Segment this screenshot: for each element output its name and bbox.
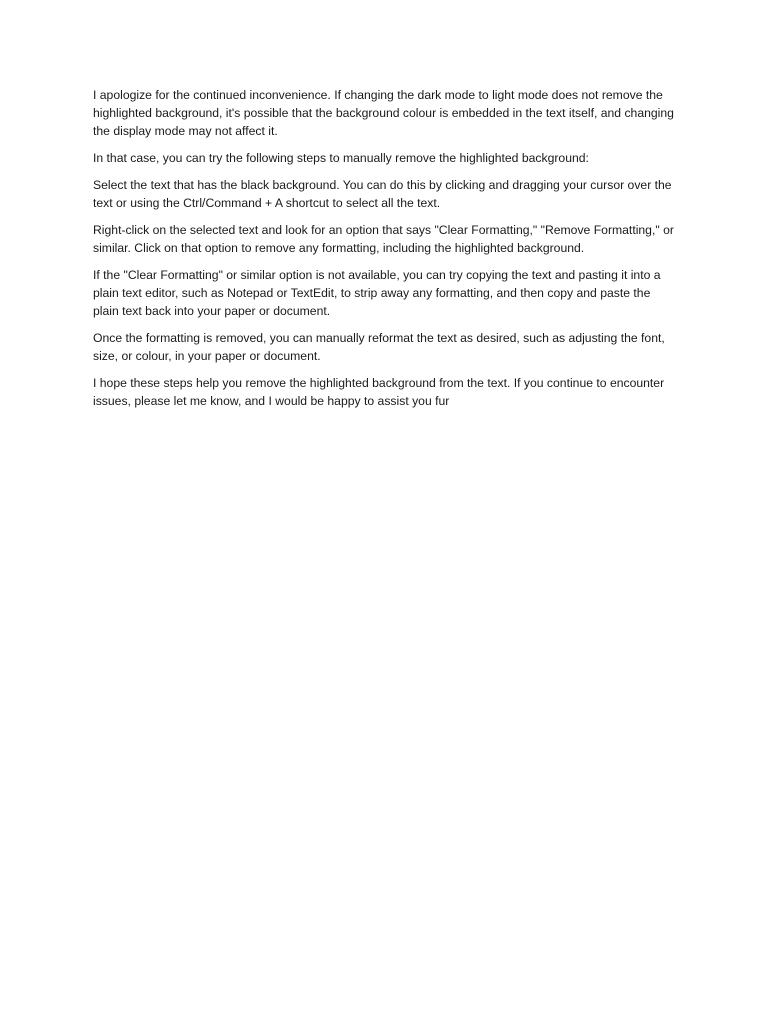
paragraph-steps-lead: In that case, you can try the following steps to manually remove the highlighted background: [93, 150, 589, 165]
paragraph-step-clear-formatting: Right-click on the selected text and look for an option that says "Clear Formatting," "Remove Formatting," or similar. Click on that option to remove any formatting, including the highlighted background. [93, 223, 674, 256]
paragraph-step-select: Select the text that has the black background. You can do this by clicking and dragging your cursor over the text or using the Ctrl/Command + A shortcut to select all the text. [93, 178, 672, 210]
paragraph-closing: I hope these steps help you remove the highlighted background from the text. If you continue to encounter issues, please let me know, and I would be happy to assist you fur [93, 376, 665, 409]
document-body [93, 87, 677, 420]
paragraph-intro: I apologize for the continued inconvenience. If changing the dark mode to light mode does not remove the highlighted background, it's possible that the background colour is embedded in the text itself, and changing the display mode may not affect it. [93, 88, 674, 138]
paragraph-step-plain-text: If the "Clear Formatting" or similar option is not available, you can try copying the text and pasting it into a plain text editor, such as Notepad or TextEdit, to strip away any formatting, and then copy and paste the plain text back into your paper or document. [93, 268, 661, 318]
paragraph-step-reformat: Once the formatting is removed, you can manually reformat the text as desired, such as adjusting the font, size, or colour, in your paper or document. [93, 331, 665, 364]
